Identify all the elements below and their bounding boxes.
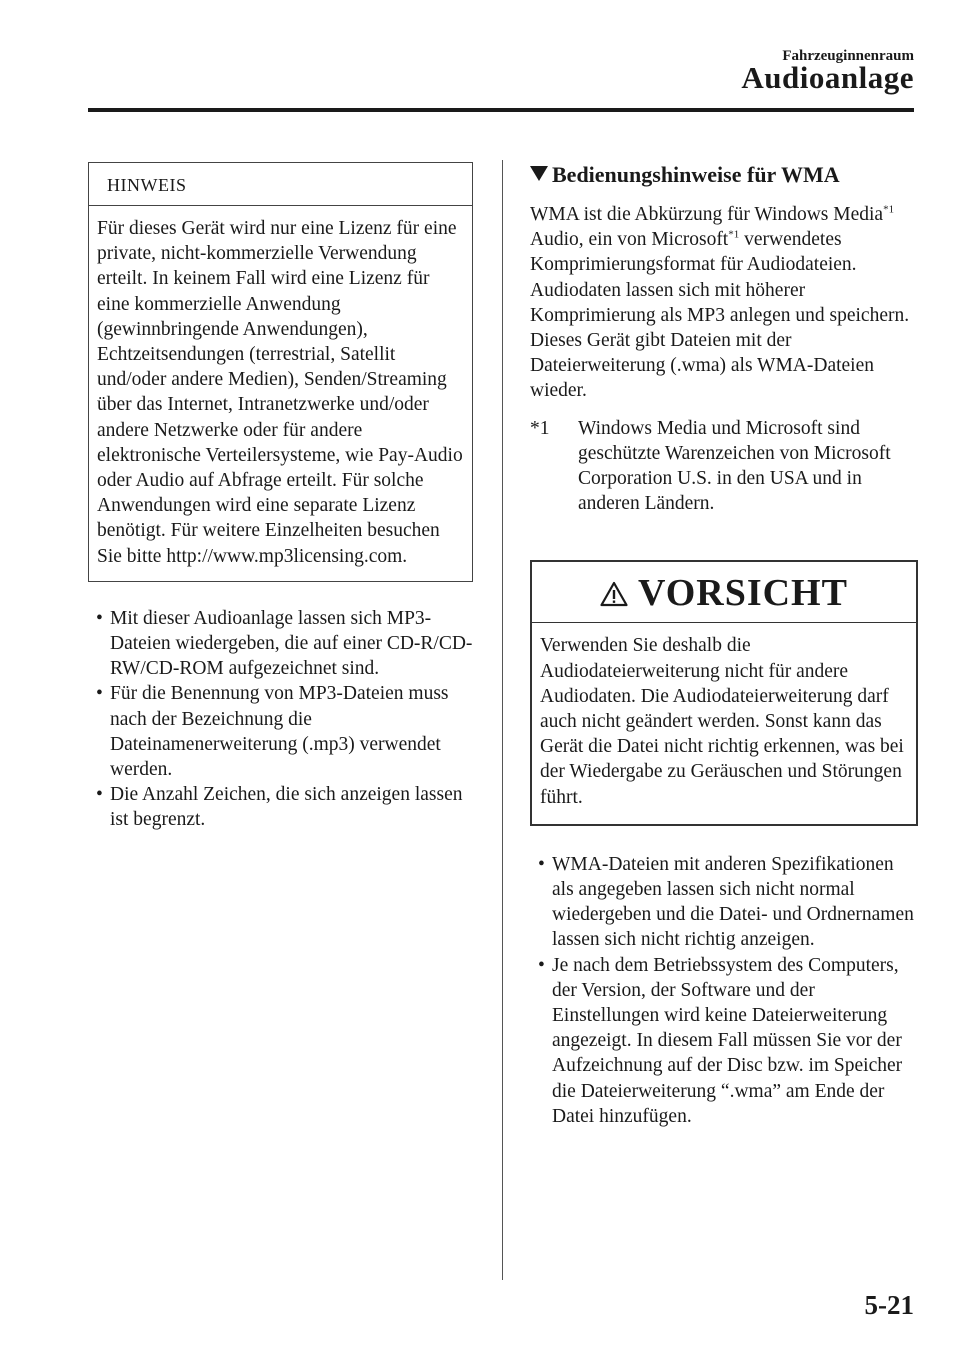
caution-body: Verwenden Sie deshalb die Audiodateierweiterung nicht für andere Audiodaten. Die Audiodateierweiterung darf auch nicht geändert werden. Sonst kann das Gerät die Datei nicht richtig erkennen, was bei der Wiedergabe zu Geräuschen und Störungen führt. [540,635,904,808]
bullet-icon: • [96,607,103,629]
column-divider [502,160,503,1280]
footnote-ref: *1 [728,228,740,241]
triangle-bullet-icon [530,166,548,181]
caution-header [532,562,916,623]
bullet-icon: • [96,784,103,806]
left-column [88,162,473,833]
bullet-icon: • [538,853,545,875]
bullet-icon: • [538,954,545,976]
section-name: Fahrzeuginnenraum [782,48,914,64]
wma-section-heading: Bedienungshinweise für WMA [530,160,920,190]
list-item: • Für die Benennung von MP3-Dateien muss nach der Bezeichnung die Dateinamenerweiterung (.mp3) verwendet werden. [96,683,449,781]
note-title: HINWEIS [89,163,472,206]
page-number: 5-21 [864,1290,914,1320]
footnote-mark: *1 [530,417,550,439]
wma-bullet-list [530,852,920,1129]
trademark-footnote [530,416,920,517]
list-item: • Je nach dem Betriebssystem des Computers, der Version, der Software und der Einstellungen wird keine Dateierweiterung angezeigt. In diesem Fall müssen Sie vor der Aufzeichnung auf der Disc bzw. im Speicher die Dateierweiterung “.wma” am Ende der Datei hinzufügen. [538,954,903,1127]
bullet-icon: • [96,683,103,705]
header-rule [88,108,914,112]
chapter-title: Audioanlage [741,60,914,95]
list-item: • Mit dieser Audioanlage lassen sich MP3-Dateien wiedergeben, die auf einer CD-R/CD-RW/CD-ROM aufgezeichnet sind. [96,607,473,680]
wma-extension-paragraph: Dieses Gerät gibt Dateien mit der Dateierweiterung (.wma) als WMA-Dateien wieder. [530,330,875,402]
list-item: • Die Anzahl Zeichen, die sich anzeigen lassen ist begrenzt. [96,784,463,831]
wma-compression-paragraph: Audiodaten lassen sich mit höherer Komprimierung als MP3 anlegen und speichern. [530,279,910,326]
warning-triangle-icon [600,581,628,607]
wma-intro [530,202,920,404]
wma-intro-paragraph: WMA ist die Abkürzung für Windows Media$^{*1}$ Audio, ein von Microsoft$^{*1}$ verwendetes Komprimierungsformat für Audiodateien. [530,203,895,276]
note-body: Für dieses Gerät wird nur eine Lizenz für eine private, nicht-kommerzielle Verwendung erteilt. In keinem Fall wird eine Lizenz für eine kommerzielle Anwendung (gewinnbringende Anwendungen), Echtzeitsendungen (terrestrial, Satellit und/oder andere Medien), Senden/Streaming über das Internet, Intranetzwerke und/oder andere Netzwerke oder für andere elektronische Verteilersysteme, wie Pay-Audio oder Audio auf Abfrage erteilt. Für solche Anwendungen wird eine separate Lizenz benötigt. Für weitere Einzelheiten besuchen Sie bitte http://www.mp3licensing.com. [97,218,463,567]
mp3-bullet-list [88,606,473,833]
caution-box [530,560,918,825]
caution-title: VORSICHT [638,572,848,615]
right-column [530,160,920,1129]
footnote-ref: *1 [883,203,895,216]
note-box [88,162,473,582]
list-item: • WMA-Dateien mit anderen Spezifikationen als angegeben lassen sich nicht normal wiedergeben und die Datei- und Ordnernamen lassen sich nicht richtig anzeigen. [538,853,914,951]
footnote-text: Windows Media und Microsoft sind geschützte Warenzeichen von Microsoft Corporation U.S. in den USA und in anderen Ländern. [578,417,891,515]
